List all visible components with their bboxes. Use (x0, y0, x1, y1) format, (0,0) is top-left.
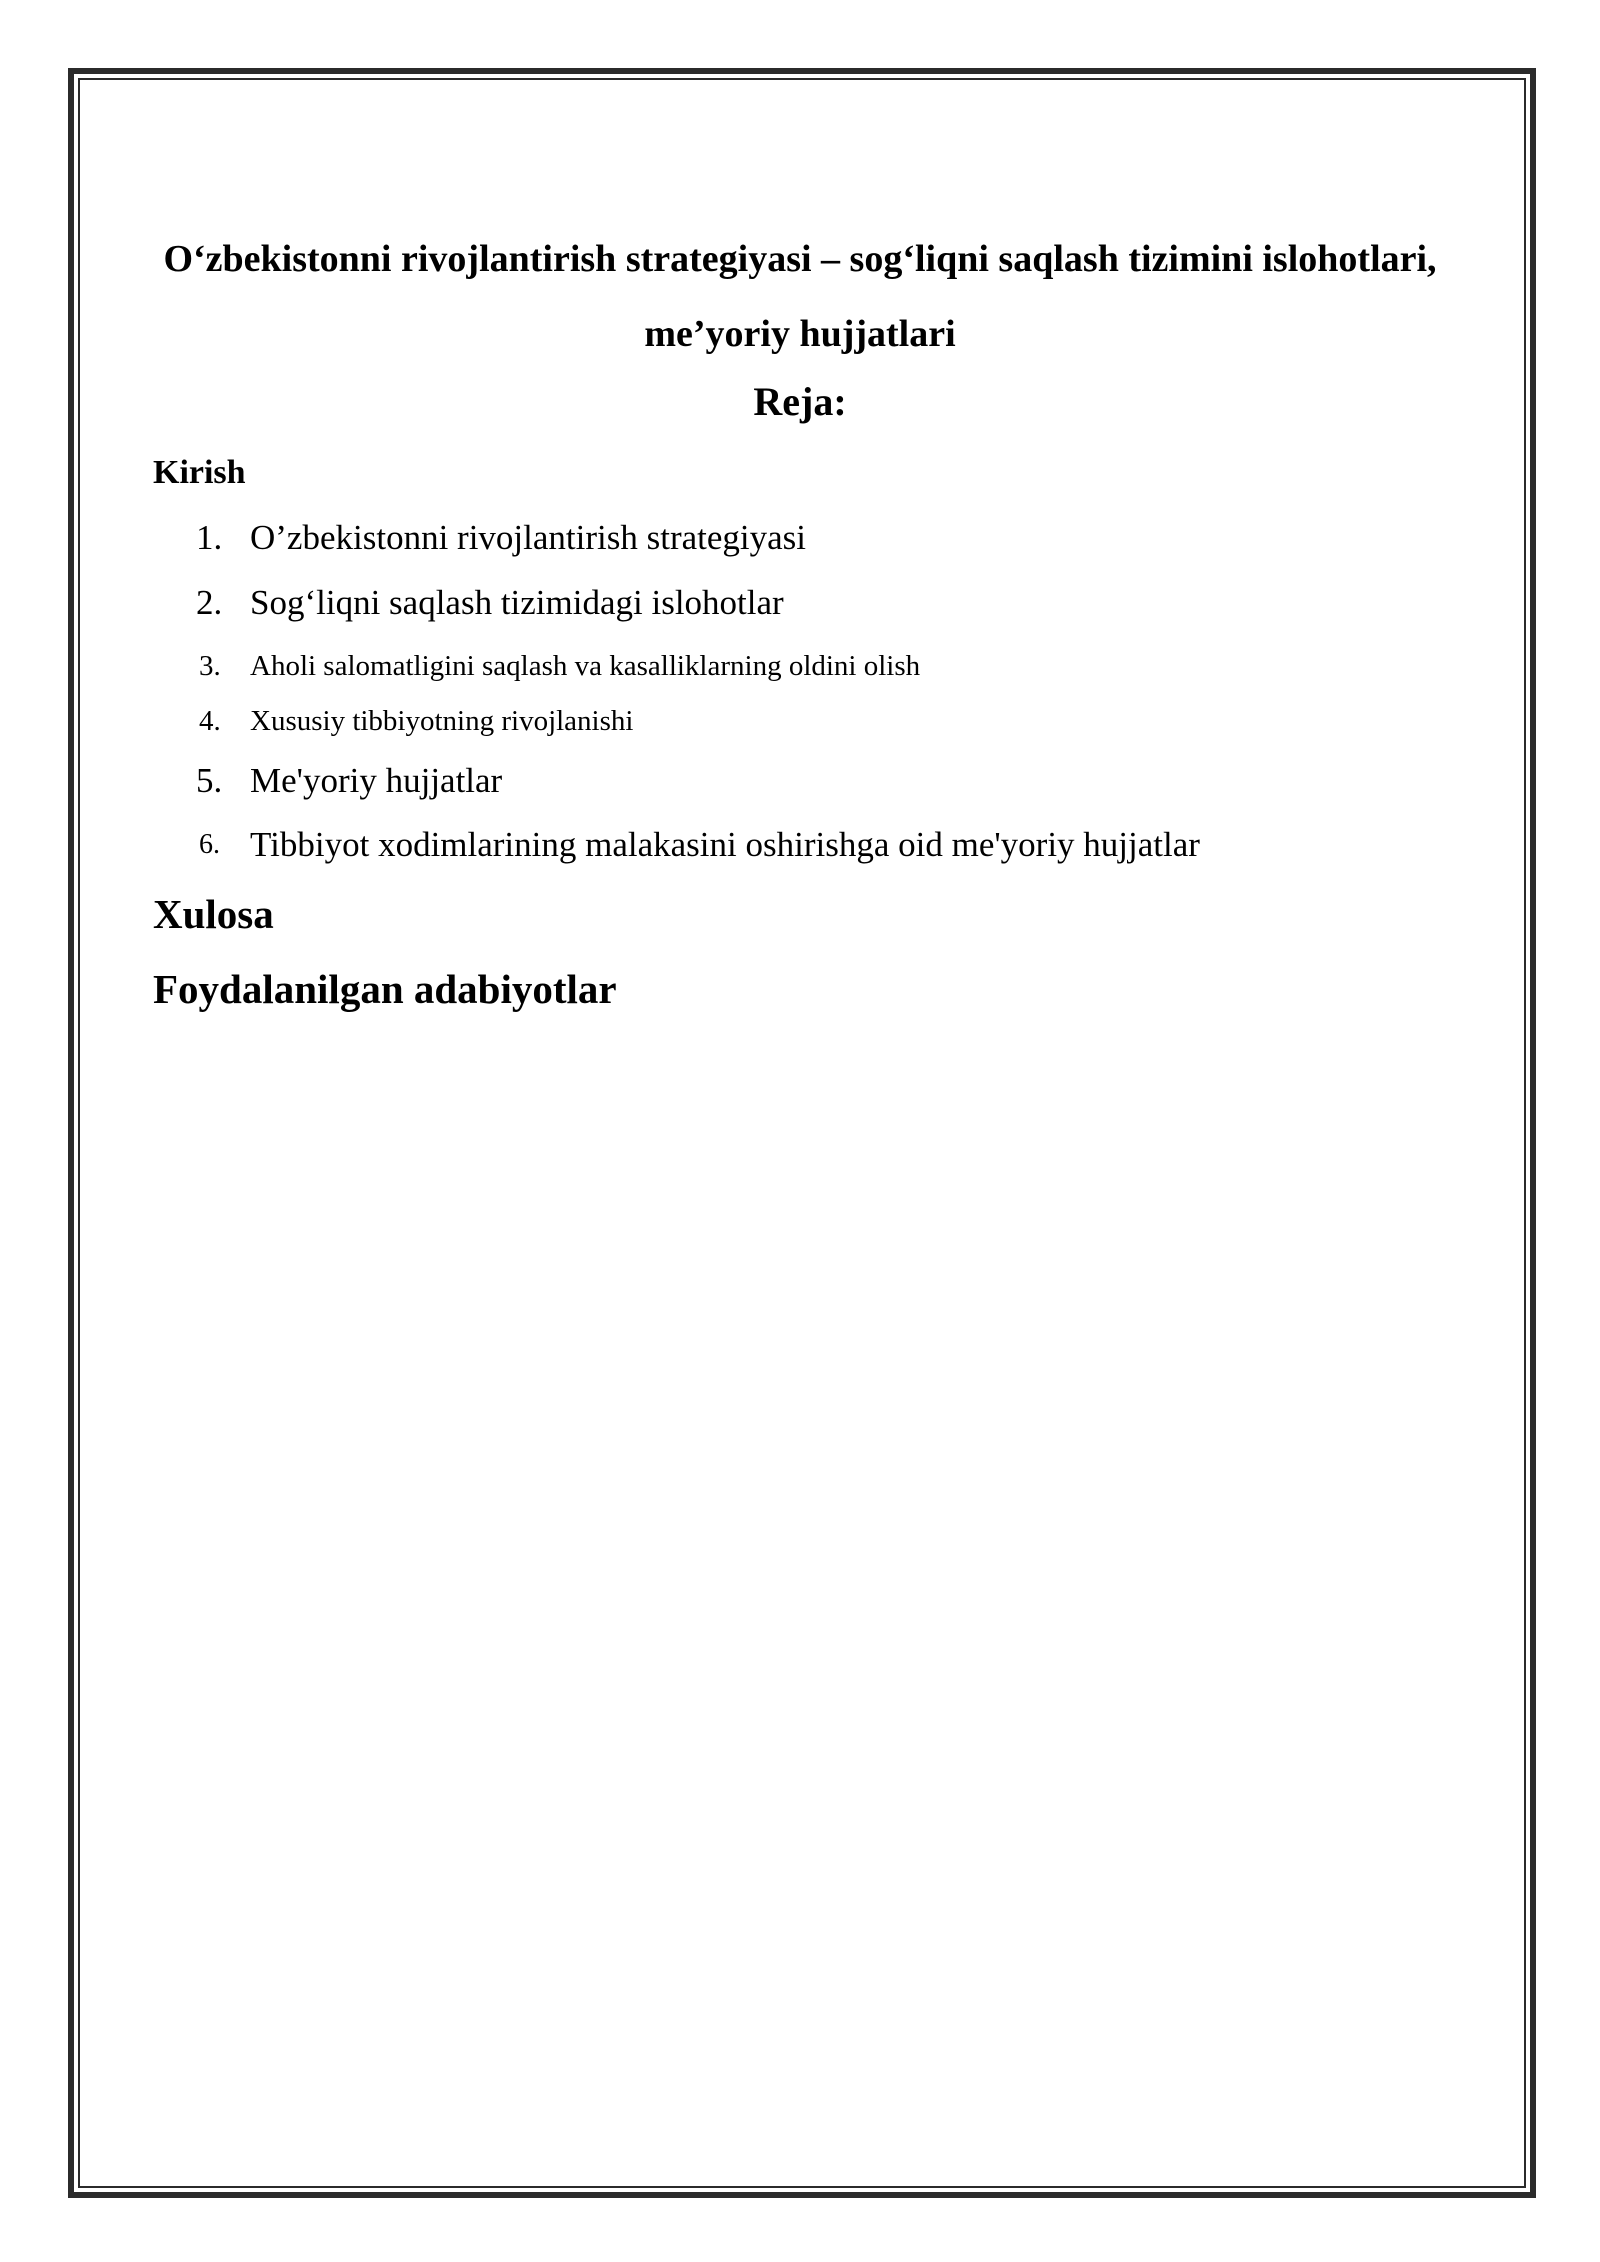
plan-item-number: 4. (199, 705, 221, 737)
plan-heading: Reja: (753, 379, 847, 424)
plan-item-text: Tibbiyot xodimlarining malakasini oshirishga oid me'yoriy hujjatlar (250, 825, 1200, 864)
document-title: O‘zbekistonni rivojlantirish strategiyasi – sog‘liqni saqlash tizimini islohotlari, me’yoriy hujjatlari (163, 238, 1437, 355)
plan-item-text: Me'yoriy hujjatlar (250, 761, 503, 800)
plan-item-number: 5. (196, 761, 223, 800)
plan-item-number: 1. (196, 518, 223, 557)
plan-item-text: Sog‘liqni saqlash tizimidagi islohotlar (250, 583, 784, 622)
conclusion-heading: Xulosa (153, 891, 274, 937)
plan-item-number: 2. (196, 583, 223, 622)
plan-item-number: 3. (199, 650, 221, 682)
plan-item-text: Aholi salomatligini saqlash va kasalliklarning oldini olish (250, 650, 921, 682)
references-heading: Foydalanilgan adabiyotlar (153, 966, 617, 1012)
plan-item-number: 6. (199, 829, 220, 860)
plan-item-text: Xususiy tibbiyotning rivojlanishi (250, 705, 634, 737)
intro-heading: Kirish (153, 454, 246, 491)
plan-item-text: O’zbekistonni rivojlantirish strategiyasi (250, 518, 807, 557)
